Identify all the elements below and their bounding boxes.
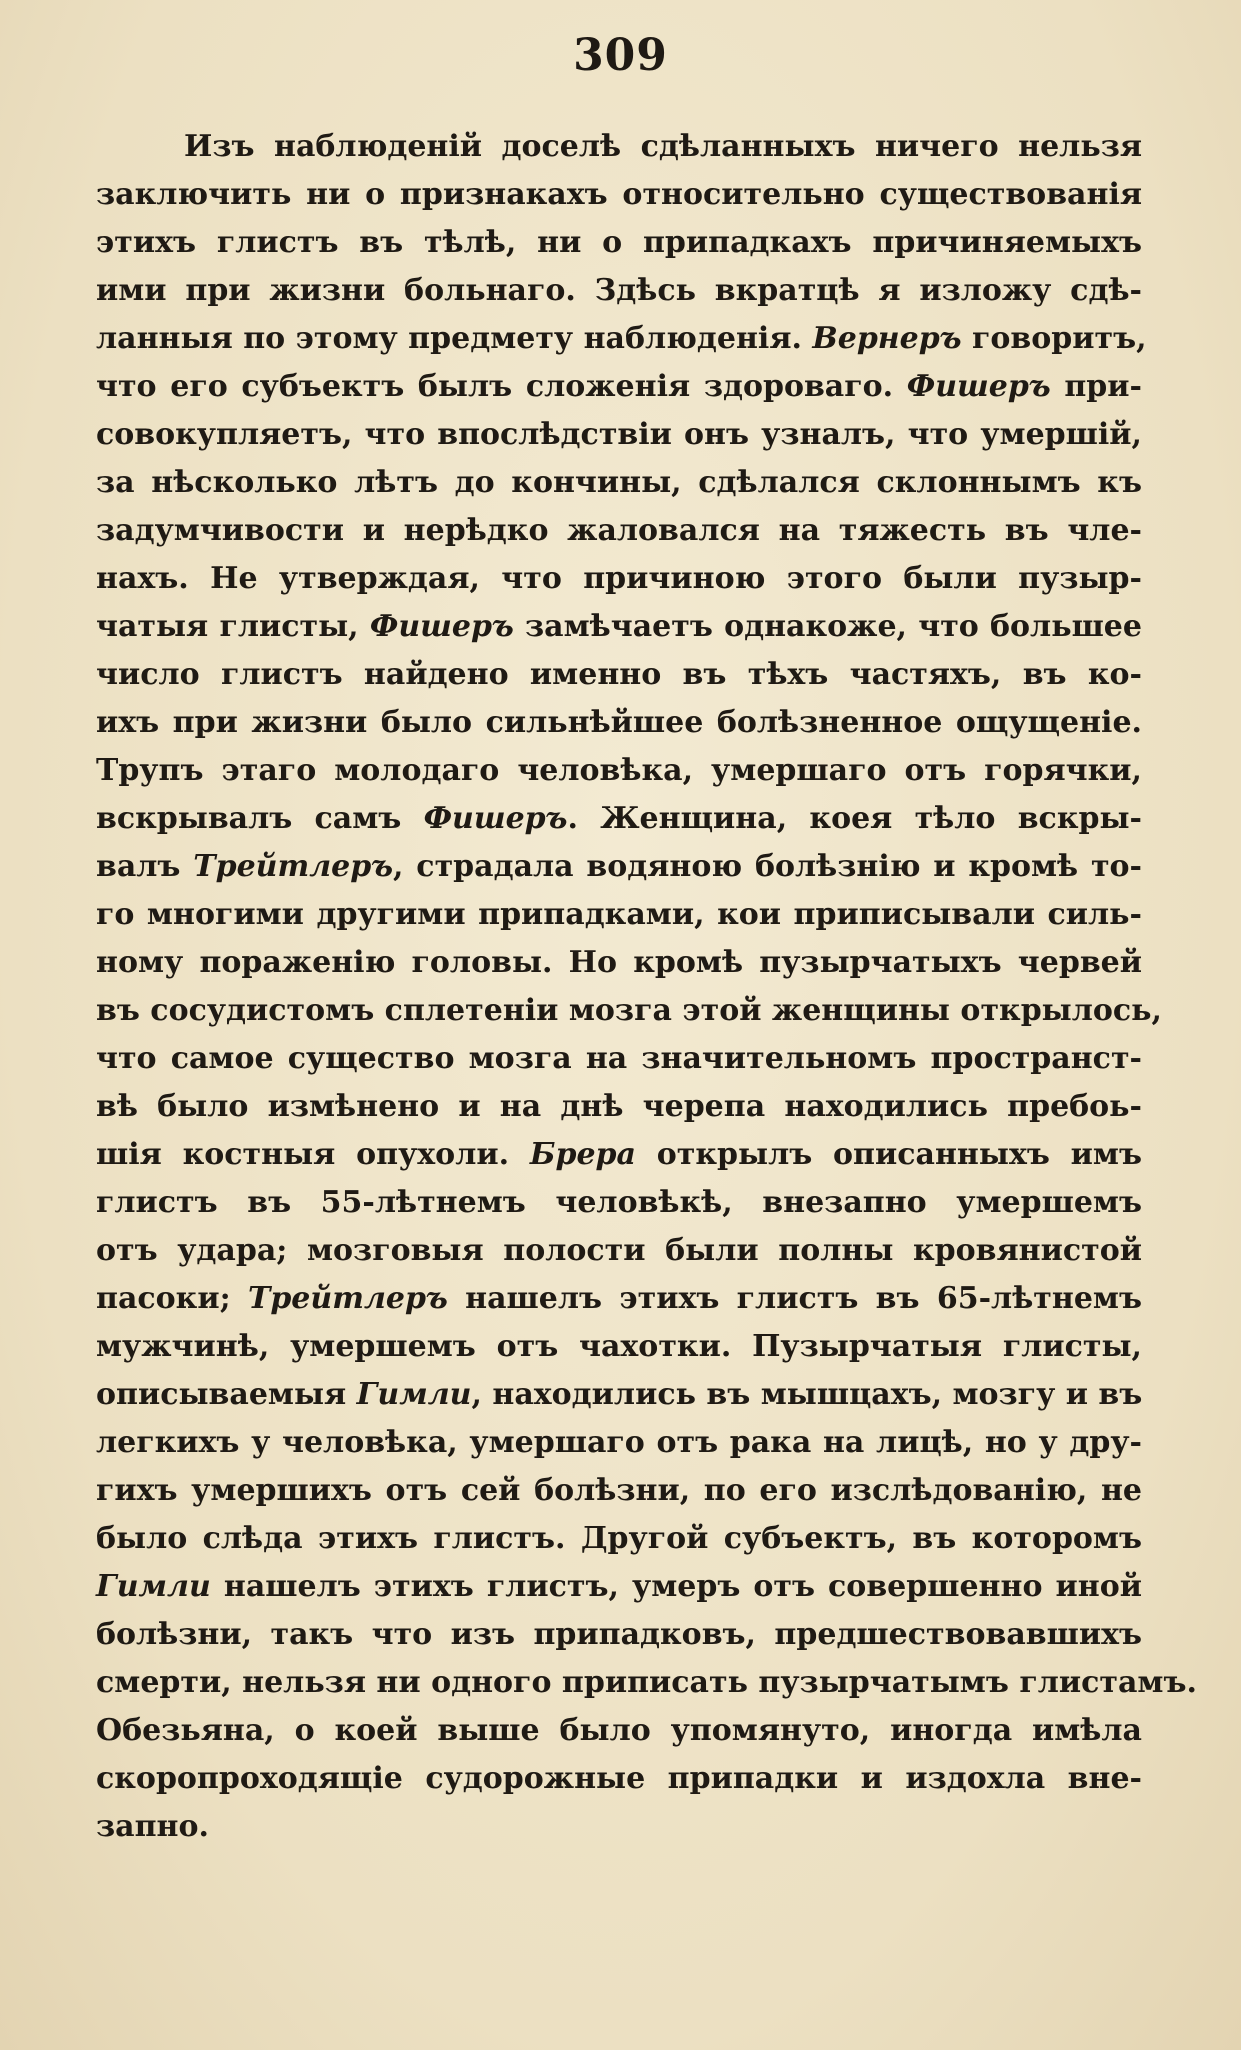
text-line (96, 1467, 1142, 1515)
text-segment: шія костныя опухоли. (96, 1137, 530, 1172)
text-segment: Трупъ этаго молодаго человѣка, умершаго отъ горячки, (96, 753, 1142, 788)
text-segment: Обезьяна, о коей выше было упомянуто, иногда имѣла (96, 1713, 1142, 1748)
text-segment: мужчинѣ, умершемъ отъ чахотки. Пузырчатыя глисты, (96, 1329, 1142, 1364)
text-line (96, 843, 1142, 891)
text-line (96, 315, 1147, 363)
author-name: Гимли (356, 1377, 472, 1412)
text-line (96, 267, 1142, 315)
text-segment: было слѣда этихъ глистъ. Другой субъектъ, въ которомъ (96, 1521, 1142, 1556)
author-name: Трейтлеръ (248, 1281, 448, 1316)
text-segment: отъ удара; мозговыя полости были полны кровянистой (96, 1233, 1142, 1268)
text-line (96, 459, 1142, 507)
author-name: Фишеръ (369, 609, 514, 644)
text-segment: , страдала водяною болѣзнію и кромѣ то- (393, 849, 1142, 884)
text-line (96, 363, 1142, 411)
text-line (96, 1419, 1142, 1467)
text-segment: число глистъ найдено именно въ тѣхъ частяхъ, въ ко- (96, 657, 1142, 692)
text-line (96, 1659, 1197, 1707)
text-segment: въ сосудистомъ сплетеніи мозга этой женщины открылось, (96, 993, 1162, 1028)
text-line (96, 603, 1142, 651)
text-segment: глистъ въ 55-лѣтнемъ человѣкѣ, внезапно умершемъ (96, 1185, 1142, 1220)
text-segment: болѣзни, такъ что изъ припадковъ, предшествовавшихъ (96, 1617, 1142, 1652)
text-line (96, 699, 1142, 747)
page-number: 309 (573, 30, 668, 81)
text-segment: совокупляетъ, что впослѣдствіи онъ узналъ, что умершій, (96, 417, 1142, 452)
text-segment: ному пораженію головы. Но кромѣ пузырчатыхъ червей (96, 945, 1142, 980)
text-line (96, 1371, 1142, 1419)
text-line (96, 1755, 1142, 1803)
text-line (96, 795, 1142, 843)
text-line (96, 123, 1142, 171)
text-segment: го многими другими припадками, кои приписывали силь- (96, 897, 1142, 932)
author-name: Вернеръ (812, 321, 962, 356)
text-line (96, 1803, 1142, 1851)
text-segment: скоропроходящіе судорожные припадки и издохла вне- (96, 1761, 1142, 1796)
text-segment: валъ (96, 849, 194, 884)
text-line (96, 1275, 1142, 1323)
text-segment: этихъ глистъ въ тѣлѣ, ни о припадкахъ причиняемыхъ (96, 225, 1142, 260)
author-name: Брера (529, 1137, 636, 1172)
author-name: Трейтлеръ (193, 849, 394, 884)
text-segment: нашелъ этихъ глистъ, умеръ отъ совершенно иной (210, 1569, 1142, 1604)
text-segment: что самое существо мозга на значительномъ пространст- (96, 1041, 1142, 1076)
text-line (96, 651, 1142, 699)
text-segment: . Женщина, коея тѣло вскры- (567, 801, 1142, 836)
text-line (96, 1515, 1142, 1563)
text-segment: пасоки; (96, 1281, 248, 1316)
text-line (96, 1227, 1142, 1275)
text-segment: что его субъектъ былъ сложенія здороваго. (96, 369, 907, 404)
author-name: Фишеръ (423, 801, 568, 836)
text-line (96, 1179, 1142, 1227)
text-segment: вскрывалъ самъ (96, 801, 424, 836)
text-segment: нахъ. Не утверждая, что причиною этого были пузыр- (96, 561, 1142, 596)
text-segment: ихъ при жизни было сильнѣйшее болѣзненное ощущеніе. (96, 705, 1142, 740)
text-line (96, 1707, 1142, 1755)
text-line (96, 171, 1142, 219)
text-line (96, 987, 1162, 1035)
text-line (96, 1563, 1142, 1611)
text-line (96, 1131, 1142, 1179)
text-line (96, 411, 1142, 459)
text-segment: при- (1050, 369, 1142, 404)
text-segment: задумчивости и нерѣдко жаловался на тяжесть въ чле- (96, 513, 1142, 548)
text-segment: , находились въ мышцахъ, мозгу и въ (471, 1377, 1143, 1412)
text-segment: вѣ было измѣнено и на днѣ черепа находились пребоь- (96, 1089, 1142, 1124)
text-segment: легкихъ у человѣка, умершаго отъ рака на лицѣ, но у дру- (96, 1425, 1142, 1460)
text-line (96, 507, 1142, 555)
text-segment: запно. (96, 1809, 209, 1844)
text-line (96, 1035, 1142, 1083)
text-segment: гихъ умершихъ отъ сей болѣзни, по его изслѣдованію, не (96, 1473, 1142, 1508)
text-line (96, 1083, 1142, 1131)
text-line (96, 219, 1142, 267)
text-line (96, 1611, 1142, 1659)
text-line (96, 1323, 1142, 1371)
text-segment: говоритъ, (961, 321, 1147, 356)
text-segment: нашелъ этихъ глистъ въ 65-лѣтнемъ (447, 1281, 1143, 1316)
text-segment: заключить ни о признакахъ относительно существованія (96, 177, 1142, 212)
text-line (96, 891, 1142, 939)
text-segment: описываемыя (96, 1377, 357, 1412)
text-segment: открылъ описанныхъ имъ (635, 1137, 1142, 1172)
text-segment: за нѣсколько лѣтъ до кончины, сдѣлался склоннымъ къ (96, 465, 1142, 500)
text-line (96, 747, 1142, 795)
body-text (96, 123, 1197, 1851)
author-name: Гимли (96, 1569, 211, 1604)
text-segment: Изъ наблюденій доселѣ сдѣланныхъ ничего нельзя (184, 129, 1142, 164)
text-line (96, 939, 1142, 987)
author-name: Фишеръ (906, 369, 1051, 404)
text-line (96, 555, 1142, 603)
text-segment: чатыя глисты, (96, 609, 370, 644)
text-segment: ланныя по этому предмету наблюденія. (96, 321, 813, 356)
text-segment: смерти, нельзя ни одного приписать пузырчатымъ глистамъ. (96, 1665, 1197, 1700)
text-segment: ими при жизни больнаго. Здѣсь вкратцѣ я изложу сдѣ- (96, 273, 1142, 308)
text-segment: замѣчаетъ однакоже, что большее (513, 609, 1142, 644)
